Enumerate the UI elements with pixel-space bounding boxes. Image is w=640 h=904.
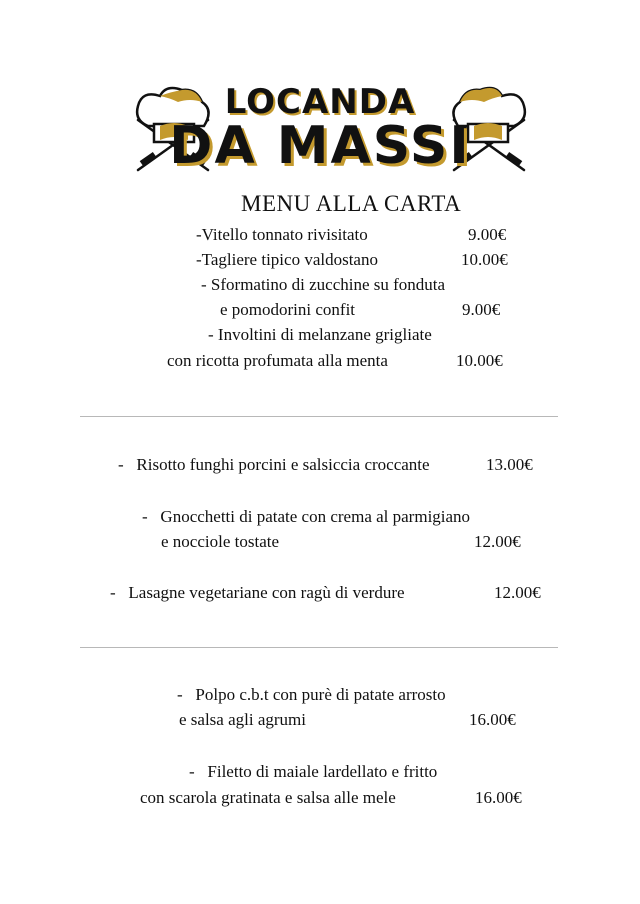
menu-item-price: 16.00€	[475, 788, 522, 807]
section-divider	[80, 647, 558, 648]
menu-item-price: 10.00€	[461, 250, 508, 269]
menu-title: MENU ALLA CARTA	[241, 191, 462, 216]
menu-item-description: con scarola gratinata e salsa alle mele	[140, 788, 396, 807]
menu-item-description: e nocciole tostate	[161, 532, 280, 551]
menu-item-name: - Lasagne vegetariane con ragù di verdure	[110, 583, 405, 602]
menu-item-price: 12.00€	[474, 532, 521, 551]
logo-line-locanda: LOCANDA	[224, 82, 416, 122]
menu-item-description: e pomodorini confit	[220, 300, 356, 319]
menu-item-name: - Involtini di melanzane grigliate	[208, 325, 432, 344]
menu-item-price: 9.00€	[462, 300, 501, 319]
menu-item-name: - Filetto di maiale lardellato e fritto	[189, 762, 438, 781]
menu-item-price: 9.00€	[468, 225, 507, 244]
menu-item-name: -Tagliere tipico valdostano	[196, 250, 378, 269]
menu-item-price: 10.00€	[456, 351, 503, 370]
menu-item-name: - Polpo c.b.t con purè di patate arrosto	[177, 685, 446, 704]
menu-item-price: 13.00€	[486, 455, 533, 474]
menu-item-price: 16.00€	[469, 710, 516, 729]
menu-item-description: e salsa agli agrumi	[179, 710, 306, 729]
section-divider	[80, 416, 558, 417]
menu-item-description: con ricotta profumata alla menta	[167, 351, 388, 370]
menu-item-name: - Sformatino di zucchine su fonduta	[201, 275, 446, 294]
logo-line-da-massi: DA MASSI	[169, 116, 471, 176]
menu-item-name: - Risotto funghi porcini e salsiccia croccante	[118, 455, 430, 474]
menu-item-name: - Gnocchetti di patate con crema al parmigiano	[142, 507, 471, 526]
menu-item-price: 12.00€	[494, 583, 541, 602]
menu-item-name: -Vitello tonnato rivisitato	[196, 225, 368, 244]
